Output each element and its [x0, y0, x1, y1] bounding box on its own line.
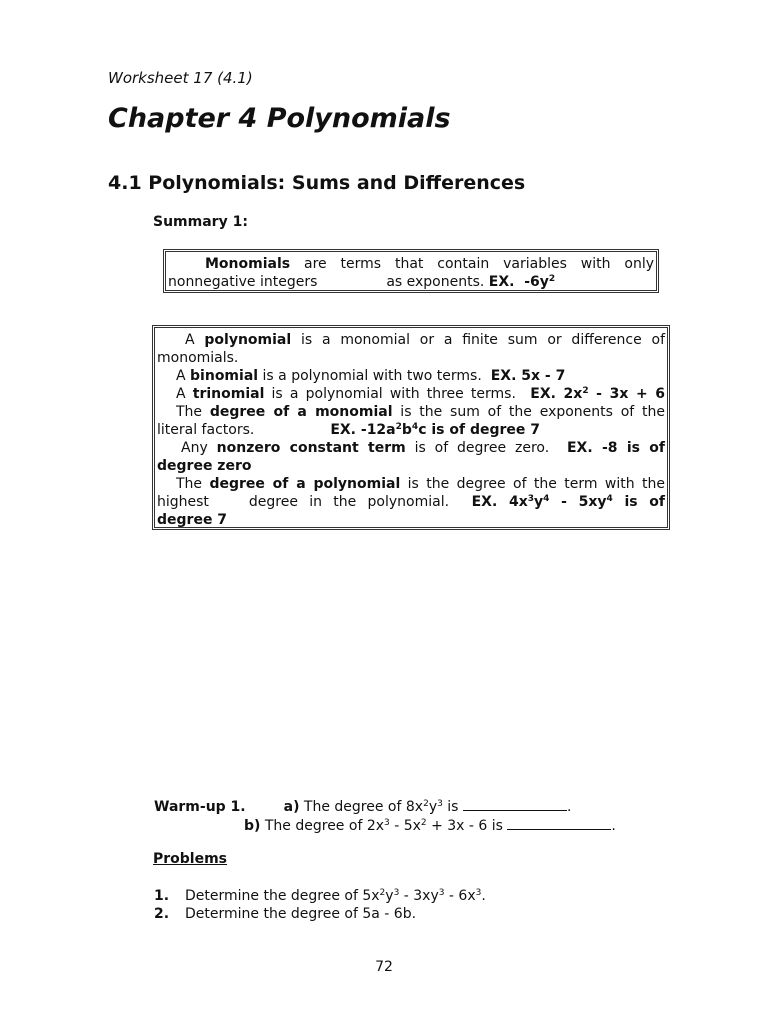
- warmup-b-label: b): [244, 818, 261, 834]
- warmup-line-a: Warm-up 1. a) The degree of $8x^2y^3$ is .: [154, 799, 572, 815]
- warmup-section: [154, 797, 616, 835]
- trinomial-term: trinomial: [192, 386, 265, 402]
- degree-polynomial-example: EX. $4x^3y^4 - 5xy^4$ is of: [471, 494, 665, 510]
- degree-polynomial-def-line: The degree of a polynomial is the degree of the term with the: [176, 476, 665, 492]
- polynomial-def-line-2: monomials.: [157, 350, 239, 366]
- answer-blank-b[interactable]: [507, 816, 611, 830]
- degree-polynomial-def-line-3: degree 7: [157, 512, 228, 528]
- degree-monomial-example: EX. $-12a^2b^4c$ is of degree 7: [330, 422, 540, 438]
- problems-heading: Problems: [153, 851, 228, 867]
- page-number: 72: [375, 959, 393, 975]
- problem-2: 2. Determine the degree of 5a - 6b.: [154, 906, 417, 922]
- trinomial-def-line: A trinomial is a polynomial with three terms. EX. $2x^2 - 3x + 6$: [176, 386, 666, 402]
- monomial-line-1: [168, 255, 654, 273]
- trinomial-example: EX. $2x^2 - 3x + 6$: [530, 386, 666, 402]
- nonzero-constant-def-line-2: degree zero: [157, 458, 252, 474]
- degree-monomial-def-line: The degree of a monomial is the sum of the exponents of the: [176, 404, 665, 420]
- problem-1-number: 1.: [154, 888, 170, 904]
- answer-blank-a[interactable]: [463, 797, 567, 811]
- binomial-example: EX. 5x - 7: [490, 368, 566, 384]
- warmup-line-b: b) The degree of $2x^3 - 5x^2 + 3x - 6$ is .: [244, 818, 616, 834]
- monomial-example: EX. $-6y^2$: [488, 274, 556, 290]
- chapter-title: Chapter 4 Polynomials: [108, 103, 451, 134]
- nonzero-constant-def-line: Any nonzero constant term is of degree zero. EX. -8 is of: [181, 440, 665, 456]
- monomial-line-2: [168, 273, 654, 291]
- nonzero-constant-term: nonzero constant term: [216, 440, 406, 456]
- degree-monomial-def-line-2: literal factors. EX. $-12a^2b^4c$ is of degree 7: [157, 422, 540, 438]
- monomial-text-2: nonnegative integers: [168, 274, 318, 290]
- monomial-text: are terms that contain variables with only: [290, 256, 654, 272]
- polynomial-term: polynomial: [204, 332, 292, 348]
- binomial-def-line: A binomial is a polynomial with two terms. EX. 5x - 7: [176, 368, 566, 384]
- monomial-definition-box: [163, 249, 659, 293]
- warmup-label: Warm-up 1.: [154, 799, 246, 815]
- monomial-text-3: as exponents.: [386, 274, 485, 290]
- monomials-term: Monomials: [205, 256, 291, 272]
- warmup-a-label: a): [283, 799, 300, 815]
- degree-of-polynomial-term: degree of a polynomial: [209, 476, 401, 492]
- binomial-term: binomial: [190, 368, 259, 384]
- worksheet-label: Worksheet 17 (4.1): [108, 69, 253, 87]
- section-title: 4.1 Polynomials: Sums and Differences: [108, 172, 526, 194]
- polynomial-def-line: A polynomial is a monomial or a finite sum or difference of: [185, 332, 665, 348]
- nonzero-constant-example: EX. -8 is of: [566, 440, 665, 456]
- polynomial-definitions-box: [152, 325, 670, 530]
- problem-2-number: 2.: [154, 906, 170, 922]
- summary-heading: Summary 1:: [153, 214, 248, 230]
- degree-of-monomial-term: degree of a monomial: [209, 404, 393, 420]
- problems-list: [154, 887, 486, 923]
- problem-1: 1. Determine the degree of $5x^2y^3 - 3xy^3 - 6x^3$.: [154, 888, 486, 904]
- degree-polynomial-def-line-2: highest degree in the polynomial. EX. $4x^3y^4 - 5xy^4$ is of: [157, 494, 665, 510]
